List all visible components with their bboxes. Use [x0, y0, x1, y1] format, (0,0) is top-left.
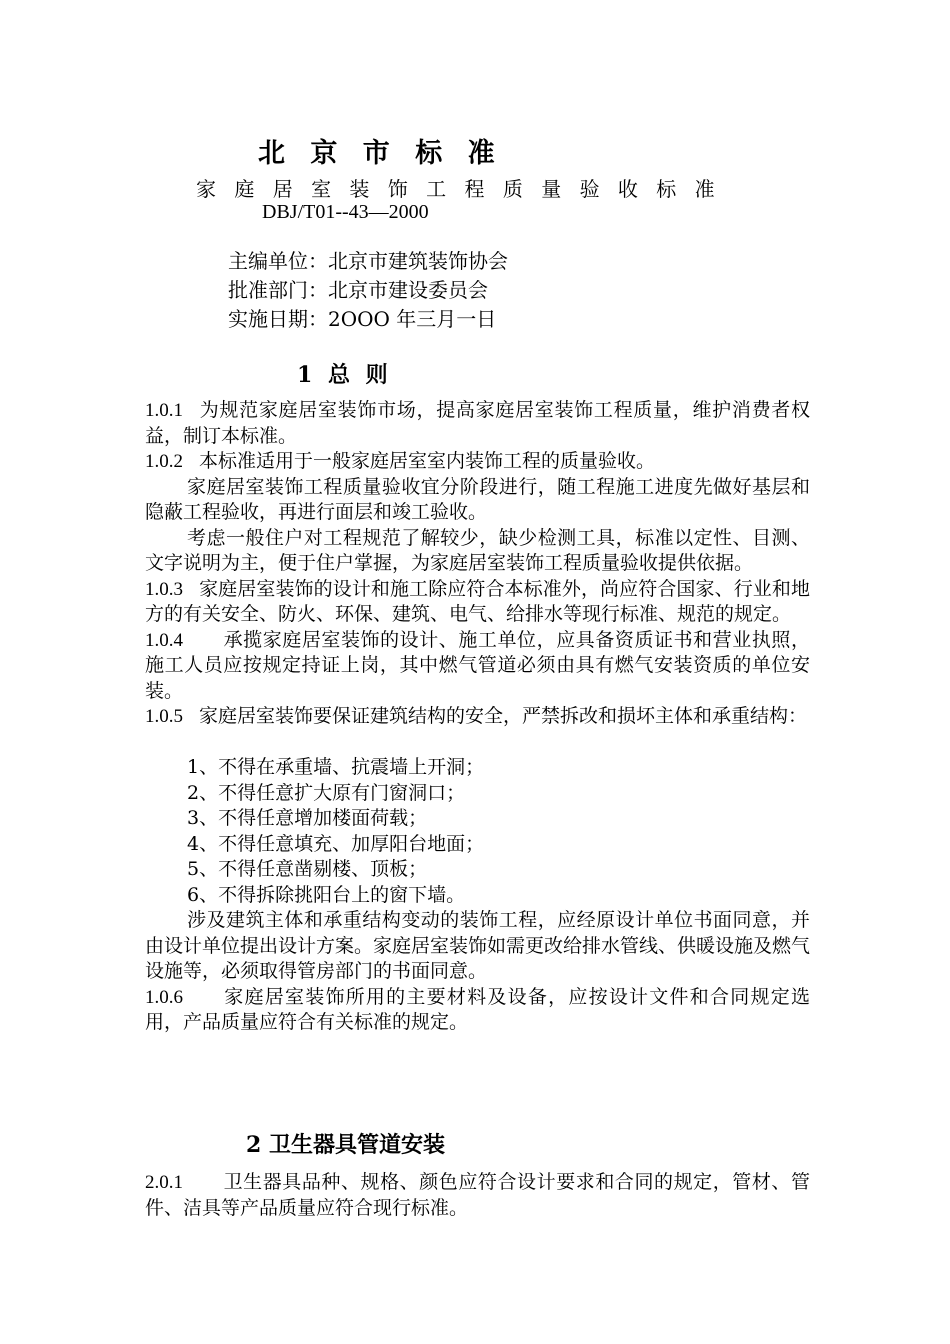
date-line: 实施日期：2OOO 年三月一日 — [228, 307, 497, 331]
clause-1-0-3 — [145, 577, 810, 628]
list-item: 3、不得任意增加楼面荷载； — [187, 807, 428, 829]
clause-1-0-2-paragraph-3: 考虑一般住户对工程规范了解较少，缺少检测工具，标准以定性、目测、文字说明为主，便于住户掌握，为家庭居室装饰工程质量验收提供依据。 — [145, 526, 810, 574]
clause-text: 家庭居室装饰的设计和施工除应符合本标准外，尚应符合国家、行业和地方的有关安全、防火、环保、建筑、电气、给排水等现行标准、规范的规定。 — [145, 577, 810, 625]
section-2-heading: 2 卫生器具管道安装 — [246, 1132, 445, 1158]
clause-number: 1.0.2 — [145, 451, 183, 472]
clause-text: 本标准适用于一般家庭居室室内装饰工程的质量验收。 — [199, 450, 656, 472]
clause-number: 1.0.4 — [145, 629, 183, 651]
approver-line: 批准部门：北京市建设委员会 — [228, 278, 488, 302]
list-item: 6、不得拆除挑阳台上的窗下墙。 — [187, 883, 466, 906]
list-item: 5、不得任意凿剔楼、顶板； — [187, 858, 428, 880]
document-subtitle: 家 庭 居 室 装 饰 工 程 质 量 验 收 标 准 — [196, 177, 721, 201]
document-title: 北 京 市 标 准 — [258, 138, 503, 169]
section-1-heading: 1 总 则 — [297, 362, 392, 388]
clause-text: 卫生器具品种、规格、颜色应符合设计要求和合同的规定，管材、管件、洁具等产品质量应符合现行标准。 — [145, 1171, 810, 1219]
section-2-body — [145, 1170, 810, 1221]
clause-text: 为规范家庭居室装饰市场，提高家庭居室装饰工程质量，维护消费者权益，制订本标准。 — [145, 399, 810, 447]
clause-number: 1.0.3 — [145, 578, 183, 600]
clause-number: 1.0.5 — [145, 706, 183, 727]
clause-text: 家庭居室装饰要保证建筑结构的安全，严禁拆改和损坏主体和承重结构： — [199, 705, 808, 727]
clause-number: 1.0.1 — [145, 400, 183, 421]
clause-1-0-4 — [145, 628, 810, 705]
clause-1-0-2-paragraph-2: 家庭居室装饰工程质量验收宜分阶段进行，随工程施工进度先做好基层和隐蔽工程验收，再进行面层和竣工验收。 — [145, 475, 810, 523]
section-1-body — [145, 398, 810, 1036]
clause-1-0-2 — [145, 449, 810, 475]
list-item: 2、不得任意扩大原有门窗洞口； — [187, 781, 466, 804]
list-item: 1、不得在承重墙、抗震墙上开洞； — [187, 756, 485, 778]
clause-number: 2.0.1 — [145, 1172, 183, 1193]
clause-1-0-1 — [145, 398, 810, 449]
clause-text: 家庭居室装饰所用的主要材料及设备，应按设计文件和合同规定选用，产品质量应符合有关标准的规定。 — [145, 985, 810, 1033]
blank-line — [145, 730, 810, 756]
list-item: 4、不得任意填充、加厚阳台地面； — [187, 832, 485, 855]
document-meta — [228, 247, 508, 334]
clause-1-0-5 — [145, 704, 810, 730]
standard-code: DBJ/T01--43—2000 — [262, 201, 429, 223]
clause-text: 承揽家庭居室装饰的设计、施工单位，应具备资质证书和营业执照，施工人员应按规定持证上岗，其中燃气管道必须由具有燃气安装资质的单位安装。 — [145, 628, 810, 702]
clause-2-0-1 — [145, 1170, 810, 1221]
clause-1-0-5-paragraph-2: 涉及建筑主体和承重结构变动的装饰工程，应经原设计单位书面同意，并由设计单位提出设计方案。家庭居室装饰如需更改给排水管线、供暖设施及燃气设施等，必须取得管房部门的书面同意。 — [145, 909, 811, 982]
clause-number: 1.0.6 — [145, 986, 183, 1008]
editor-line: 主编单位：北京市建筑装饰协会 — [228, 249, 508, 273]
clause-1-0-6 — [145, 985, 810, 1036]
